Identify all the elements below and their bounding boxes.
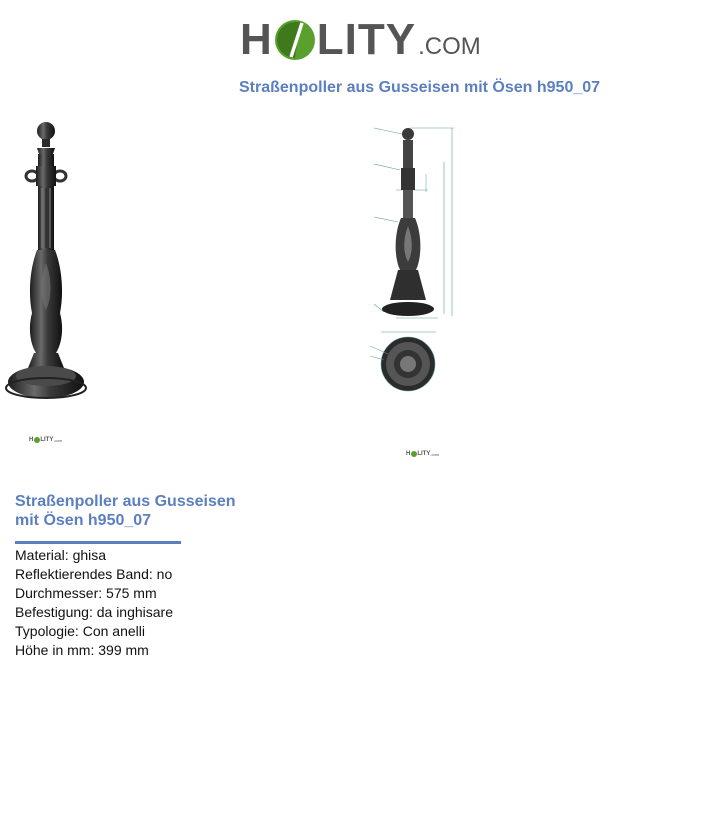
spec-item-material [15,546,173,565]
product-title: Straßenpoller aus Gusseisen mit Ösen h950_07 [15,493,236,529]
title-divider [15,541,181,544]
spec-value: da inghisare [96,604,174,620]
watermark-o-icon [411,451,417,457]
spec-item-reflective-band [15,565,173,584]
watermark-suffix: .com [430,452,440,457]
spec-item-fixing [15,603,173,622]
spec-label: Befestigung: [15,604,93,620]
holity-logo[interactable] [240,12,481,68]
watermark-letter-h: H [406,451,411,457]
spec-label: Typologie: [15,623,79,639]
spec-label: Reflektierendes Band: [15,566,153,582]
spec-value: Con anelli [82,623,145,639]
watermark-letters: LITY [417,451,431,457]
spec-value: no [156,566,173,582]
logo-letter-h: H [240,15,273,64]
watermark-letter-h: H [29,437,34,443]
spec-item-height [15,641,173,660]
spec-label: Höhe in mm: [15,642,95,658]
watermark-logo-right [406,451,439,457]
spec-value: ghisa [72,547,107,563]
logo-suffix: .COM [418,33,481,60]
spec-value: 575 mm [106,585,157,601]
page-title: Straßenpoller aus Gusseisen mit Ösen h950_07 [239,79,601,96]
spec-value: 399 mm [98,642,149,658]
spec-list [15,546,173,660]
watermark-letters: LITY [40,437,54,443]
spec-label: Durchmesser: [15,585,103,601]
product-photo-image[interactable] [0,118,92,404]
technical-drawing-image[interactable] [366,122,466,398]
logo-o-icon [274,19,316,61]
watermark-suffix: .com [53,438,63,443]
logo-letters-lity: LITY [316,15,417,64]
watermark-o-icon [34,437,40,443]
spec-item-diameter [15,584,173,603]
watermark-logo-left [29,437,62,443]
spec-item-type [15,622,173,641]
spec-label: Material: [15,547,69,563]
